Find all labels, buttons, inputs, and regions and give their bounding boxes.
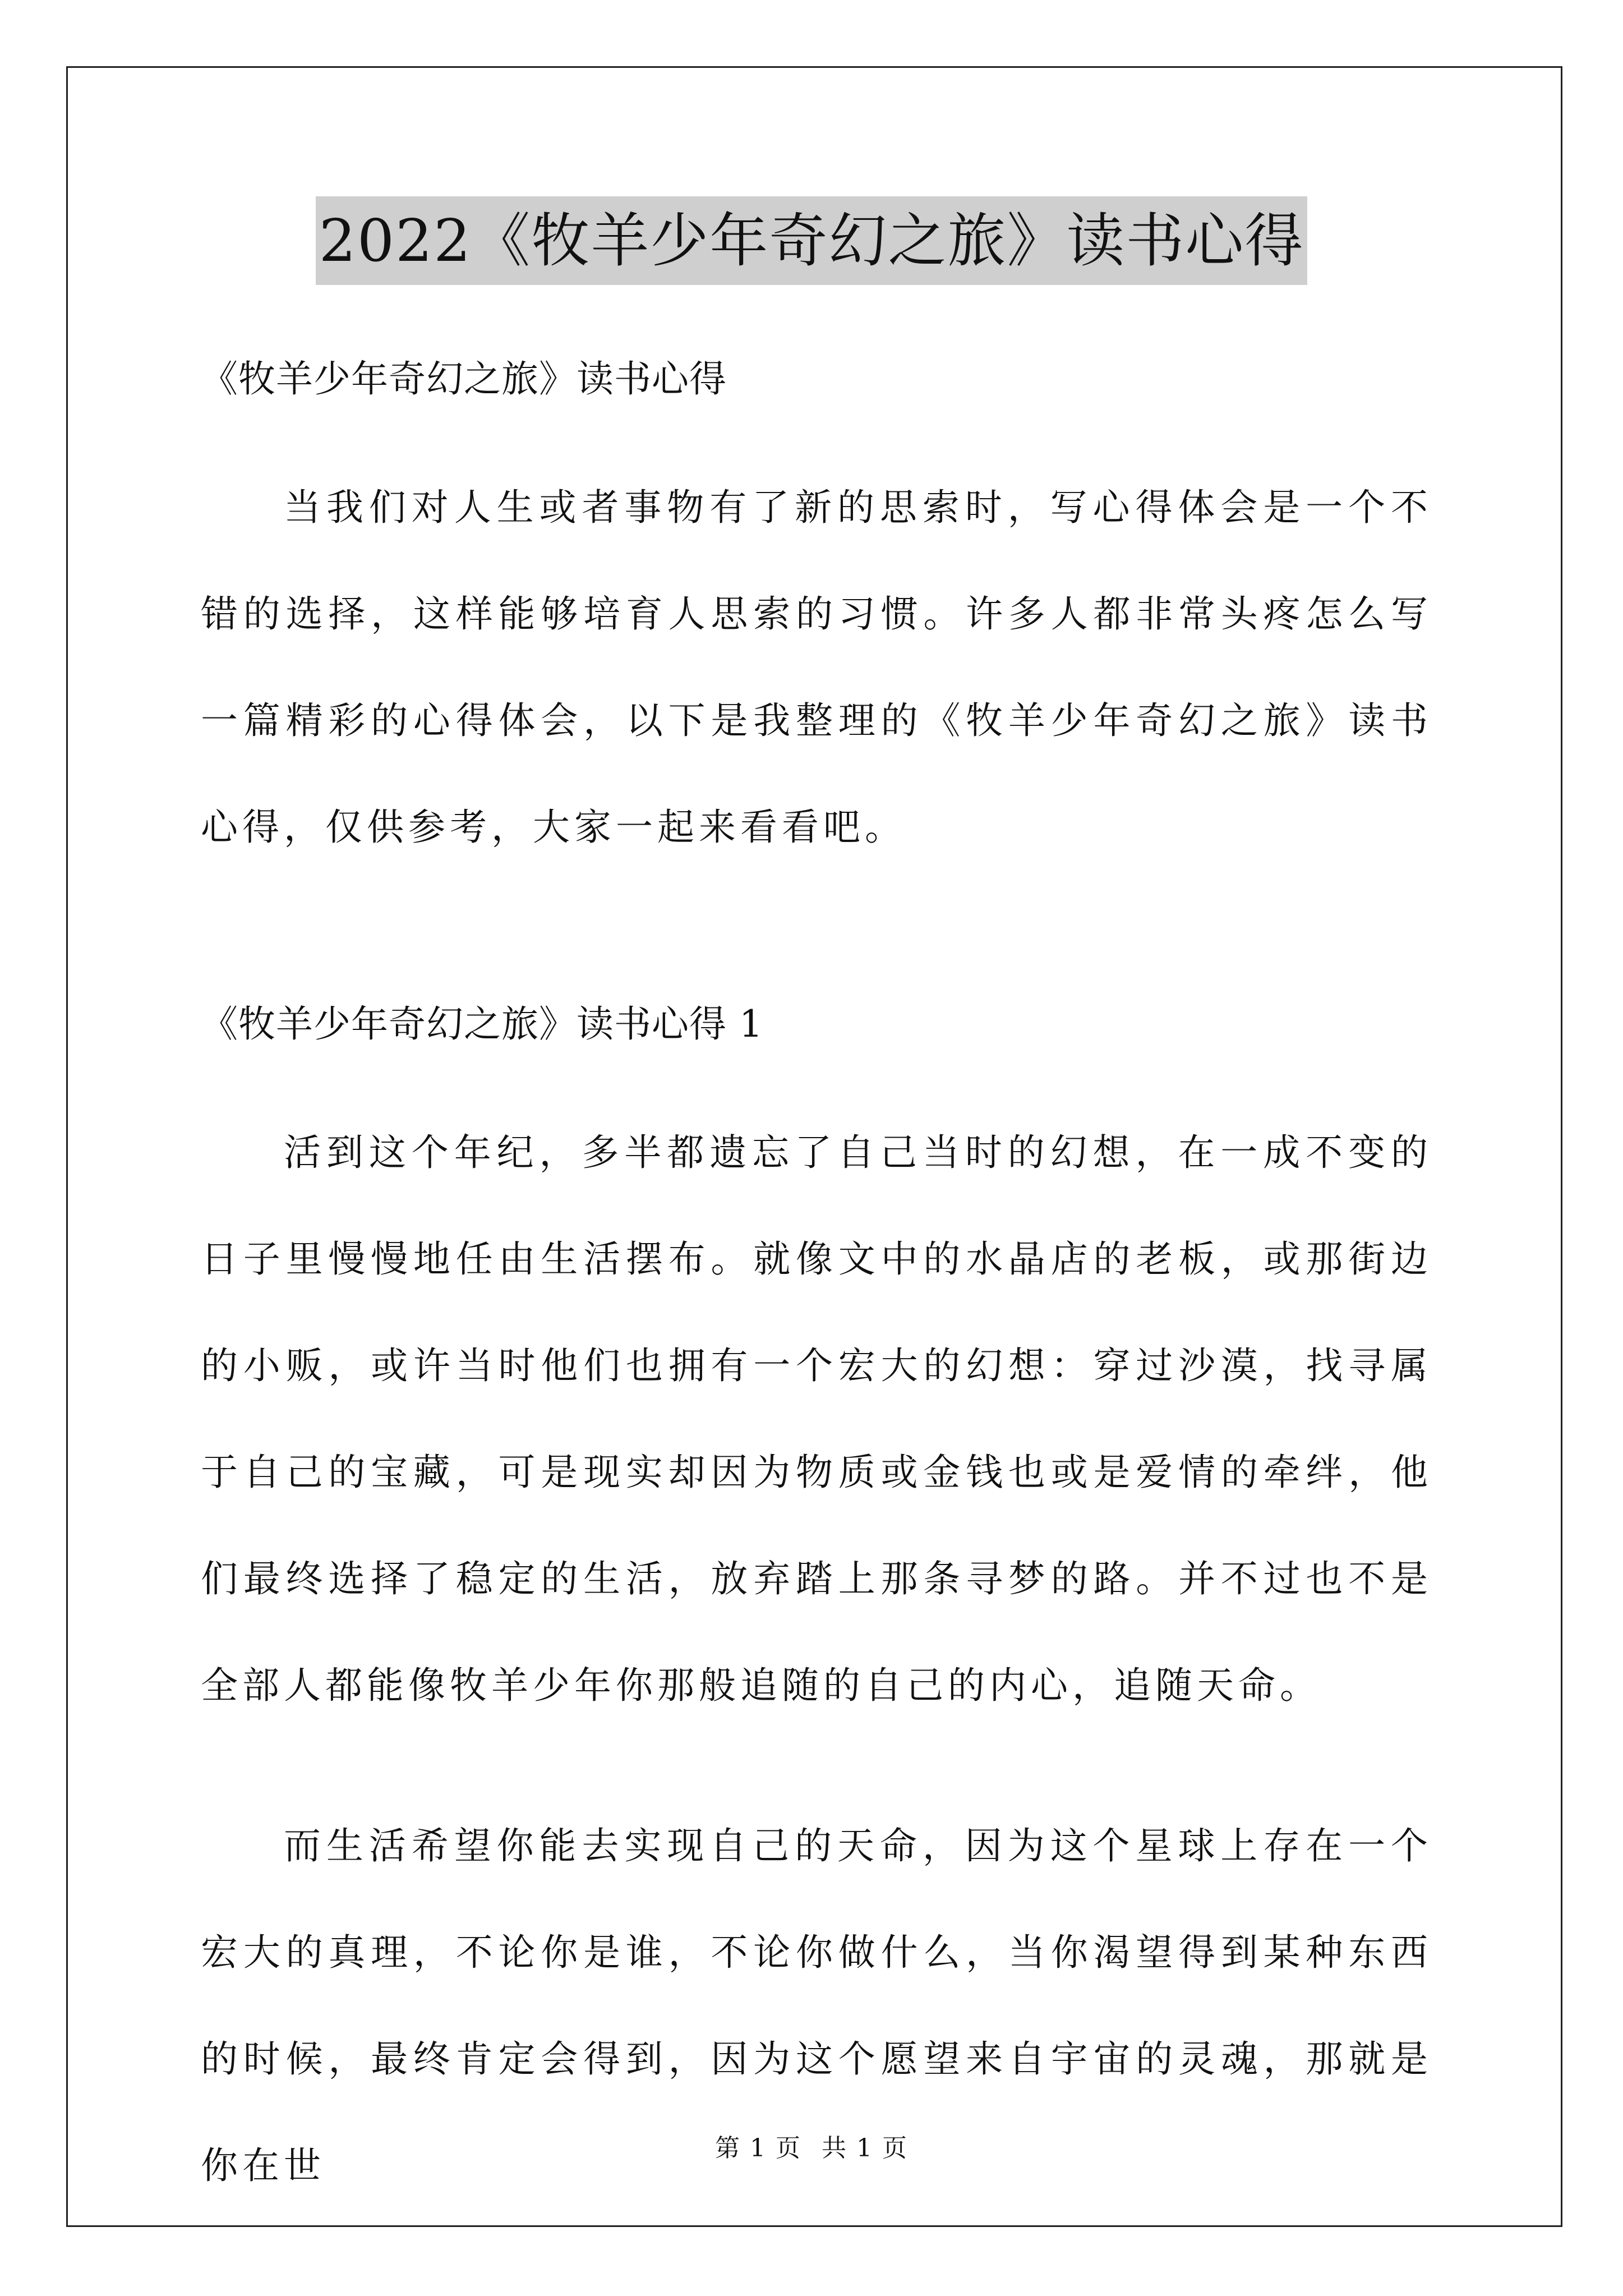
title-container xyxy=(0,196,1623,285)
section-heading: 《牧羊少年奇幻之旅》读书心得 xyxy=(201,357,727,401)
body-paragraph: 而生活希望你能去实现自己的天命，因为这个星球上存在一个宏大的真理，不论你是谁，不论你做什么，当你渴望得到某种东西的时候，最终肯定会得到，因为这个愿望来自宇宙的灵魂，那就是你在世 xyxy=(201,1824,1432,2187)
document-title: 2022《牧羊少年奇幻之旅》读书心得 xyxy=(316,196,1308,285)
page-footer xyxy=(0,2132,1623,2165)
page-number: 第 1 页 xyxy=(715,2134,801,2162)
document-body xyxy=(201,348,1432,2219)
section-heading: 《牧羊少年奇幻之旅》读书心得 1 xyxy=(201,1002,763,1046)
page-total: 共 1 页 xyxy=(822,2134,908,2162)
body-paragraph: 当我们对人生或者事物有了新的思索时，写心得体会是一个不错的选择，这样能够培育人思索的习惯。许多人都非常头疼怎么写一篇精彩的心得体会，以下是我整理的《牧羊少年奇幻之旅》读书心得，仅供参考，大家一起来看看吧。 xyxy=(201,486,1432,849)
body-paragraph: 活到这个年纪，多半都遗忘了自己当时的幻想，在一成不变的日子里慢慢地任由生活摆布。就像文中的水晶店的老板，或那街边的小贩，或许当时他们也拥有一个宏大的幻想：穿过沙漠，找寻属于自己的宝藏，可是现实却因为物质或金钱也或是爱情的牵绊，他们最终选择了稳定的生活，放弃踏上那条寻梦的路。并不过也不是全部人都能像牧羊少年你那般追随的自己的内心，追随天命。 xyxy=(201,1131,1432,1707)
